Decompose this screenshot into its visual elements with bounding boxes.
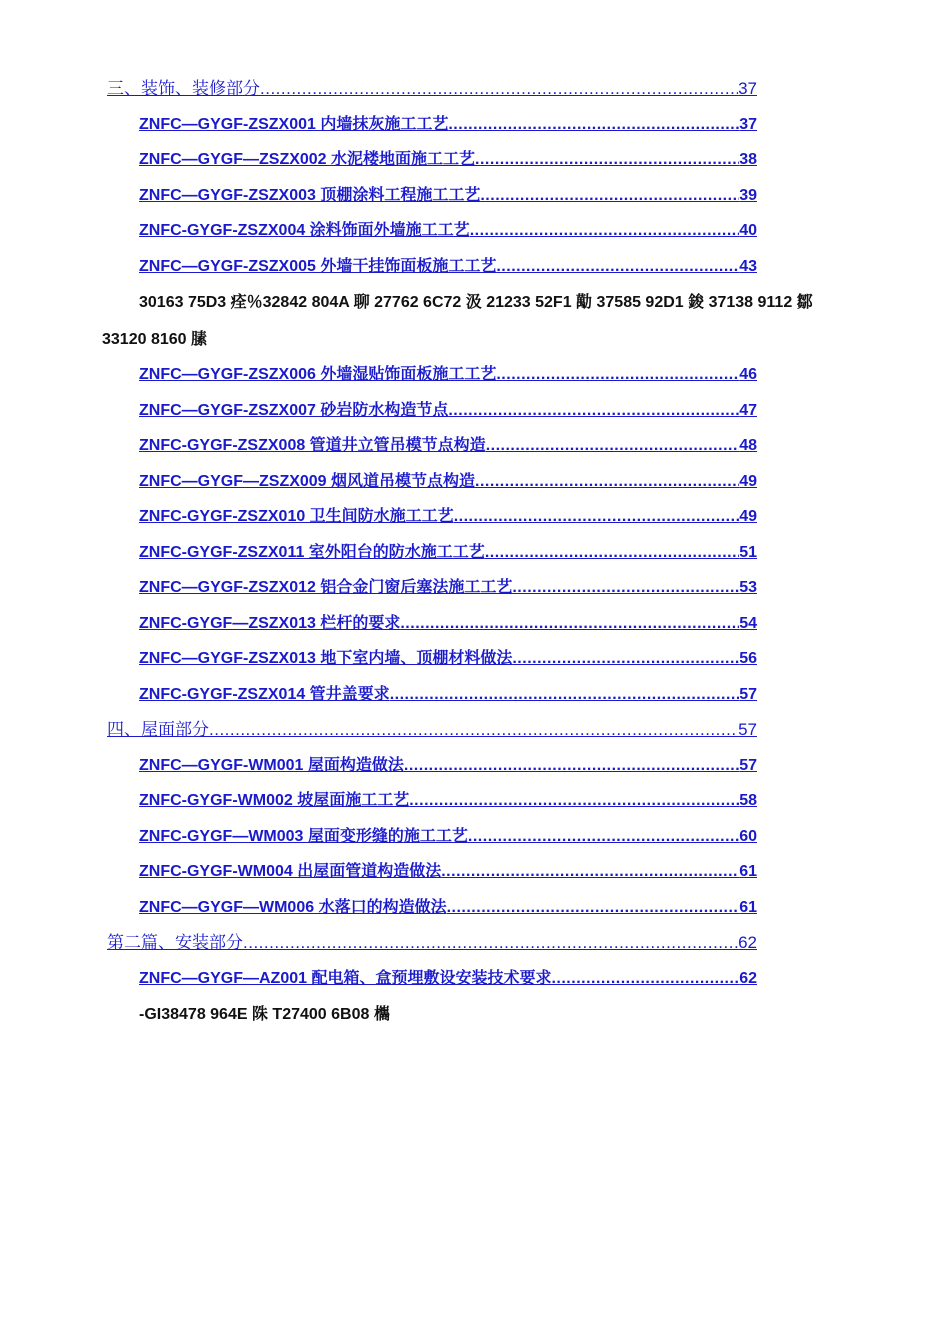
toc-entry-page: 37 <box>738 79 757 98</box>
toc-leader-dots <box>409 792 739 810</box>
toc-entry[interactable] <box>139 539 757 562</box>
toc-entry[interactable] <box>139 574 757 597</box>
toc-entry[interactable] <box>107 928 757 953</box>
garbled-text-line: 30163 75D3 痊％32842 804A 聊 27762 6C72 汲 21233 52F1 勱 37585 92D1 鋑 37138 9112 鄒 <box>139 294 813 311</box>
toc-entry-page: 57 <box>738 720 757 739</box>
toc-entry[interactable] <box>139 468 757 491</box>
toc-entry[interactable] <box>139 361 757 384</box>
toc-leader-dots <box>551 970 739 988</box>
toc-leader-dots <box>496 258 739 276</box>
toc-entry[interactable] <box>139 146 757 169</box>
toc-leader-dots <box>512 650 739 668</box>
toc-entry-title: ZNFC—GYGF—ZSZX009 烟风道吊模节点构造 <box>139 473 476 490</box>
toc-leader-dots <box>454 508 740 526</box>
toc-entry-title: ZNFC—GYGF-ZSZX006 外墙湿贴饰面板施工工艺 <box>139 366 497 383</box>
toc-entry[interactable] <box>139 397 757 420</box>
toc-leader-dots <box>475 473 739 491</box>
toc-entry-page: 49 <box>739 473 757 490</box>
toc-entry[interactable] <box>139 823 757 846</box>
garbled-text-line: -GI38478 964E 陎 T27400 6B08 欈 <box>139 1006 390 1023</box>
toc-entry[interactable] <box>139 894 757 917</box>
toc-entry-title: ZNFC—GYGF—ZSZX002 水泥楼地面施工工艺 <box>139 151 476 168</box>
toc-entry-page: 48 <box>739 437 757 454</box>
toc-entry-page: 53 <box>739 579 757 596</box>
toc-leader-dots <box>480 187 739 205</box>
toc-entry[interactable] <box>139 752 757 775</box>
toc-entry-title: 三、装饰、装修部分 <box>107 79 260 98</box>
toc-entry[interactable] <box>139 858 757 881</box>
toc-entry-title: ZNFC—GYGF-ZSZX007 砂岩防水构造节点 <box>139 402 449 419</box>
toc-entry[interactable] <box>139 182 757 205</box>
toc-entry-title: ZNFC-GYGF-ZSZX011 室外阳台的防水施工工艺 <box>139 544 485 561</box>
toc-entry-title: ZNFC—GYGF—AZ001 配电箱、盒预埋敷设安装技术要求 <box>139 970 552 987</box>
toc-entry[interactable] <box>139 253 757 276</box>
toc-entry-title: ZNFC-GYGF-ZSZX004 涂料饰面外墙施工工艺 <box>139 222 470 239</box>
toc-entry-page: 40 <box>739 222 757 239</box>
toc-leader-dots <box>512 579 739 597</box>
toc-entry-page: 39 <box>739 187 757 204</box>
toc-entry-title: ZNFC—GYGF-ZSZX003 顶棚涂料工程施工工艺 <box>139 187 481 204</box>
toc-leader-dots <box>404 757 739 775</box>
toc-entry-page: 57 <box>739 757 757 774</box>
toc-entry-title: ZNFC-GYGF-ZSZX014 管井盖要求 <box>139 686 390 703</box>
toc-entry-title: ZNFC-GYGF—ZSZX013 栏杆的要求 <box>139 615 401 632</box>
toc-entry-title: ZNFC-GYGF-ZSZX010 卫生间防水施工工艺 <box>139 508 454 525</box>
toc-entry-page: 60 <box>739 828 757 845</box>
toc-entry-title: ZNFC-GYGF-WM002 坡屋面施工工艺 <box>139 792 410 809</box>
toc-leader-dots <box>209 720 738 740</box>
toc-entry[interactable] <box>139 681 757 704</box>
toc-entry[interactable] <box>139 645 757 668</box>
toc-entry-title: 第二篇、安装部分 <box>107 933 243 952</box>
toc-leader-dots <box>400 615 739 633</box>
toc-leader-dots <box>470 222 740 240</box>
toc-entry-page: 47 <box>739 402 757 419</box>
toc-entry-title: ZNFC—GYGF—WM006 水落口的构造做法 <box>139 899 447 916</box>
toc-entry-page: 51 <box>739 544 757 561</box>
toc-entry-page: 43 <box>739 258 757 275</box>
toc-entry[interactable] <box>139 432 757 455</box>
toc-entry-title: ZNFC-GYGF-WM004 出屋面管道构造做法 <box>139 863 442 880</box>
toc-entry-page: 37 <box>739 116 757 133</box>
toc-entry-page: 61 <box>739 863 757 880</box>
toc-leader-dots <box>441 863 739 881</box>
toc-entry-page: 56 <box>739 650 757 667</box>
toc-entry[interactable] <box>139 610 757 633</box>
toc-leader-dots <box>486 437 740 455</box>
toc-entry-title: ZNFC—GYGF-ZSZX012 铝合金门窗后塞法施工工艺 <box>139 579 513 596</box>
toc-entry-page: 62 <box>738 933 757 952</box>
toc-entry-title: ZNFC-GYGF—WM003 屋面变形缝的施工工艺 <box>139 828 468 845</box>
toc-entry-title: ZNFC-GYGF-ZSZX008 管道井立管吊模节点构造 <box>139 437 486 454</box>
toc-entry-title: ZNFC—GYGF-ZSZX013 地下室内墙、顶棚材料做法 <box>139 650 513 667</box>
toc-entry[interactable] <box>139 217 757 240</box>
toc-entry[interactable] <box>139 965 757 988</box>
toc-leader-dots <box>447 899 740 917</box>
toc-leader-dots <box>390 686 740 704</box>
toc-entry-page: 49 <box>739 508 757 525</box>
toc-entry-page: 58 <box>739 792 757 809</box>
toc-leader-dots <box>475 151 739 169</box>
toc-leader-dots <box>448 402 739 420</box>
toc-leader-dots <box>448 116 739 134</box>
toc-leader-dots <box>496 366 739 384</box>
toc-entry[interactable] <box>107 715 757 740</box>
toc-entry-page: 38 <box>739 151 757 168</box>
toc-entry-page: 62 <box>739 970 757 987</box>
toc-entry[interactable] <box>139 111 757 134</box>
toc-entry-title: 四、屋面部分 <box>107 720 209 739</box>
toc-entry-title: ZNFC—GYGF-ZSZX005 外墙干挂饰面板施工工艺 <box>139 258 497 275</box>
toc-entry-page: 46 <box>739 366 757 383</box>
toc-leader-dots <box>485 544 739 562</box>
toc-leader-dots <box>468 828 739 846</box>
garbled-text-line: 33120 8160 膆 <box>102 331 207 348</box>
toc-entry[interactable] <box>139 503 757 526</box>
toc-entry-title: ZNFC—GYGF-ZSZX001 内墙抹灰施工工艺 <box>139 116 449 133</box>
toc-entry-page: 57 <box>739 686 757 703</box>
toc-leader-dots <box>260 79 738 99</box>
toc-entry[interactable] <box>107 74 757 99</box>
toc-entry-page: 54 <box>739 615 757 632</box>
toc-entry[interactable] <box>139 787 757 810</box>
toc-entry-page: 61 <box>739 899 757 916</box>
toc-entry-title: ZNFC—GYGF-WM001 屋面构造做法 <box>139 757 404 774</box>
toc-leader-dots <box>243 933 738 953</box>
